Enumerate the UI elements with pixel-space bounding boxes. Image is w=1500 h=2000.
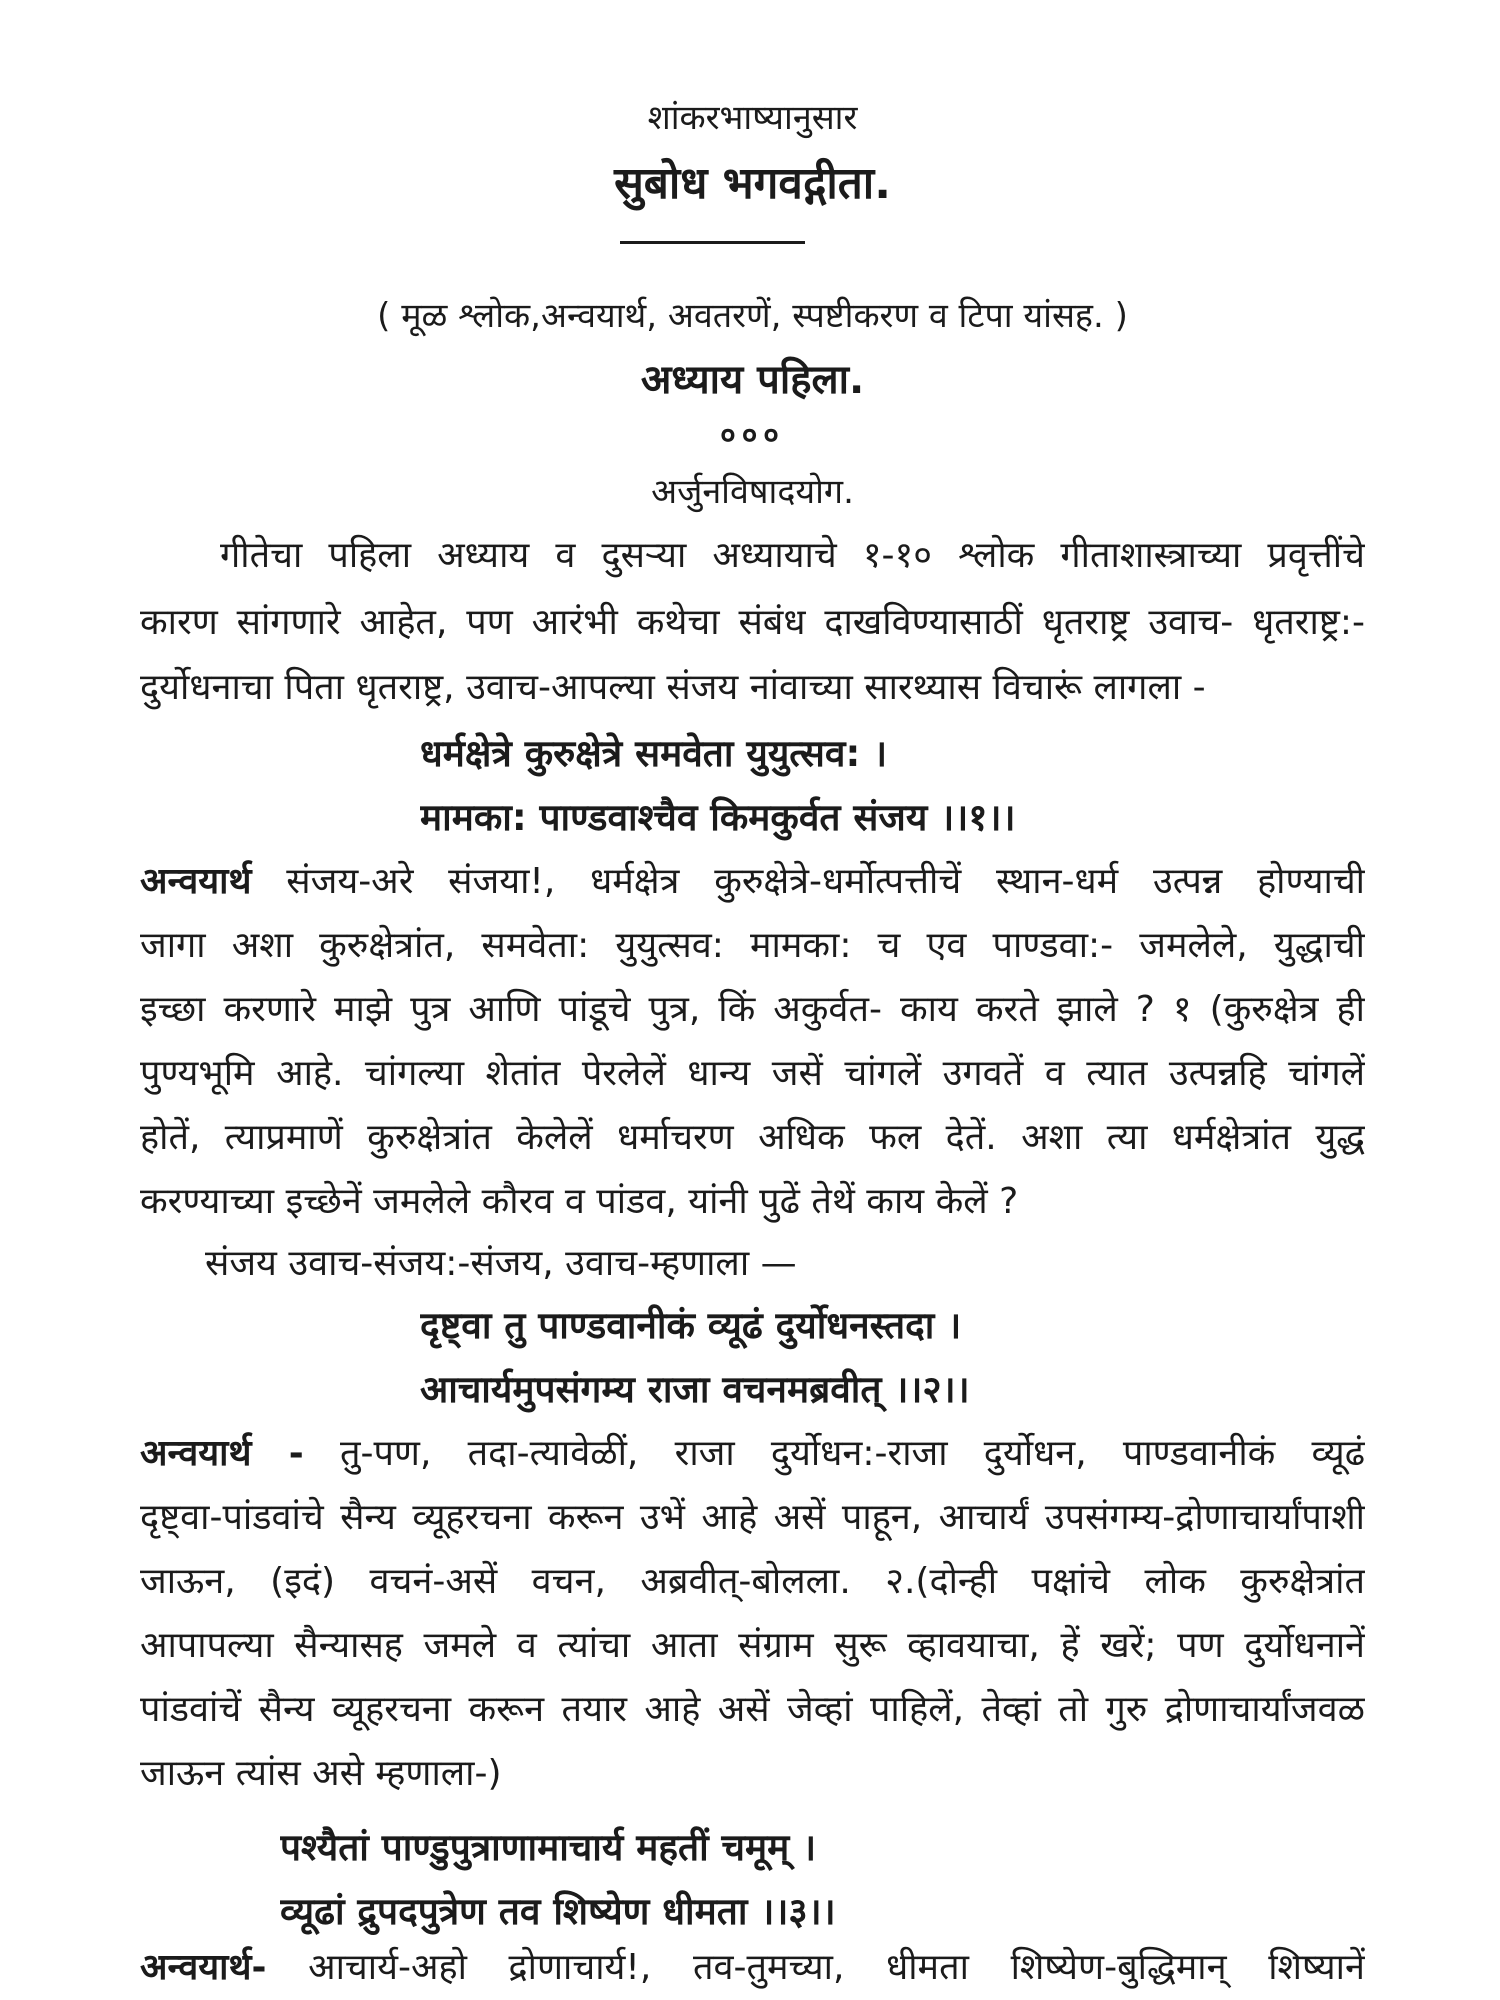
verse-line: मामका: पाण्डवाश्चैव किमकुर्वत संजय ।।१।। [420,796,1016,839]
commentary-line: जागा अशा कुरुक्षेत्रांत, समवेता: युयुत्सव: मामका: च एव पाण्डवा:- जमलेले, युद्धाची [140,925,1365,966]
sanjaya-line: संजय उवाच-संजय:-संजय, उवाच-म्हणाला — [205,1243,797,1284]
chapter-heading: अध्याय पहिला. [640,357,865,403]
commentary-line [140,1422,1365,1486]
subtitle: ( मूळ श्लोक,अन्वयार्थ, अवतरणें, स्पष्टीकरण व टिपा यांसह. ) [377,296,1128,336]
verse-line: पश्यैतां पाण्डुपुत्राणामाचार्य महतीं चमूम् । [280,1826,817,1869]
commentary-line: जाऊन त्यांस असे म्हणाला-) [140,1753,502,1794]
anvayartha-label: अन्वयार्थ [140,861,252,902]
verse-line: व्यूढां द्रुपदपुत्रेण तव शिष्येण धीमता ।।३।। [280,1890,836,1933]
commentary-line: इच्छा करणारे माझे पुत्र आणि पांडूचे पुत्र, किं अकुर्वत- काय करते झाले ? १ (कुरुक्षेत्र ही [140,989,1365,1030]
commentary-text: तु-पण, तदा-त्यावेळीं, राजा दुर्योधन:-राजा दुर्योधन, पाण्डवानीकं व्यूढं [303,1433,1365,1474]
commentary-line: आपापल्या सैन्यासह जमले व त्यांचा आता संग्राम सुरू व्हावयाचा, हें खरें; पण दुर्योधनानें [140,1625,1365,1666]
top-caption: शांकरभाष्यानुसार [647,98,858,138]
ornament: ००० [720,418,785,453]
commentary-line: दृष्ट्वा-पांडवांचे सैन्य व्यूहरचना करून उभें आहे असें पाहून, आचार्यं उपसंगम्य-द्रोणाचार्यांपाशी [140,1497,1365,1538]
commentary-line: करण्याच्या इच्छेनें जमलेले कौरव व पांडव, यांनी पुढें तेथें काय केलें ? [140,1181,1019,1222]
verse-line: दृष्ट्वा तु पाण्डवानीकं व्यूढं दुर्योधनस्तदा । [420,1304,962,1347]
commentary-line: पांडवांचें सैन्य व्यूहरचना करून तयार आहे असें जेव्हां पाहिलें, तेव्हां तो गुरु द्रोणाचार्यांजवळ [140,1689,1365,1730]
commentary-text: संजय-अरे संजया!, धर्मक्षेत्र कुरुक्षेत्रे-धर्मोत्पत्तीचें स्थान-धर्म उत्पन्न होण्याची [251,861,1365,902]
chapter-name: अर्जुनविषादयोग. [651,472,854,512]
verse-line: धर्मक्षेत्रे कुरुक्षेत्रे समवेता युयुत्सव: । [420,732,888,775]
commentary-line [140,1936,1365,2000]
verse-line: आचार्यमुपसंगम्य राजा वचनमब्रवीत् ।।२।। [420,1368,970,1411]
commentary-line: पुण्यभूमि आहे. चांगल्या शेतांत पेरलेलें धान्य जसें चांगलें उगवतें व त्यात उत्पन्नहि चांगलें [140,1053,1365,1094]
intro-line: कारण सांगणारे आहेत, पण आरंभी कथेचा संबंध दाखविण्यासाठीं धृतराष्ट्र उवाच- धृतराष्ट्र:- [140,602,1365,643]
title-divider [620,241,805,244]
anvayartha-label: अन्वयार्थ - [140,1433,304,1474]
intro-line: गीतेचा पहिला अध्याय व दुसऱ्या अध्यायाचे १-१० श्लोक गीताशास्त्राच्या प्रवृत्तींचे [220,535,1365,576]
document-page [140,0,1365,2000]
anvayartha-label: अन्वयार्थ- [140,1947,267,1988]
commentary-line: जाऊन, (इदं) वचनं-असें वचन, अब्रवीत्-बोलला. २.(दोन्ही पक्षांचे लोक कुरुक्षेत्रांत [140,1561,1365,1602]
commentary-text: आचार्य-अहो द्रोणाचार्य!, तव-तुमच्या, धीमता शिष्येण-बुद्धिमान् शिष्यानें [266,1947,1365,1988]
commentary-line [140,850,1365,914]
page-title: सुबोध भगवद्गीता. [614,158,891,209]
commentary-line: होतें, त्याप्रमाणें कुरुक्षेत्रांत केलेलें धर्माचरण अधिक फल देतें. अशा त्या धर्मक्षेत्रांत युद्ध [140,1117,1365,1158]
intro-line: दुर्योधनाचा पिता धृतराष्ट्र, उवाच-आपल्या संजय नांवाच्या सारथ्यास विचारूं लागला - [140,667,1206,708]
